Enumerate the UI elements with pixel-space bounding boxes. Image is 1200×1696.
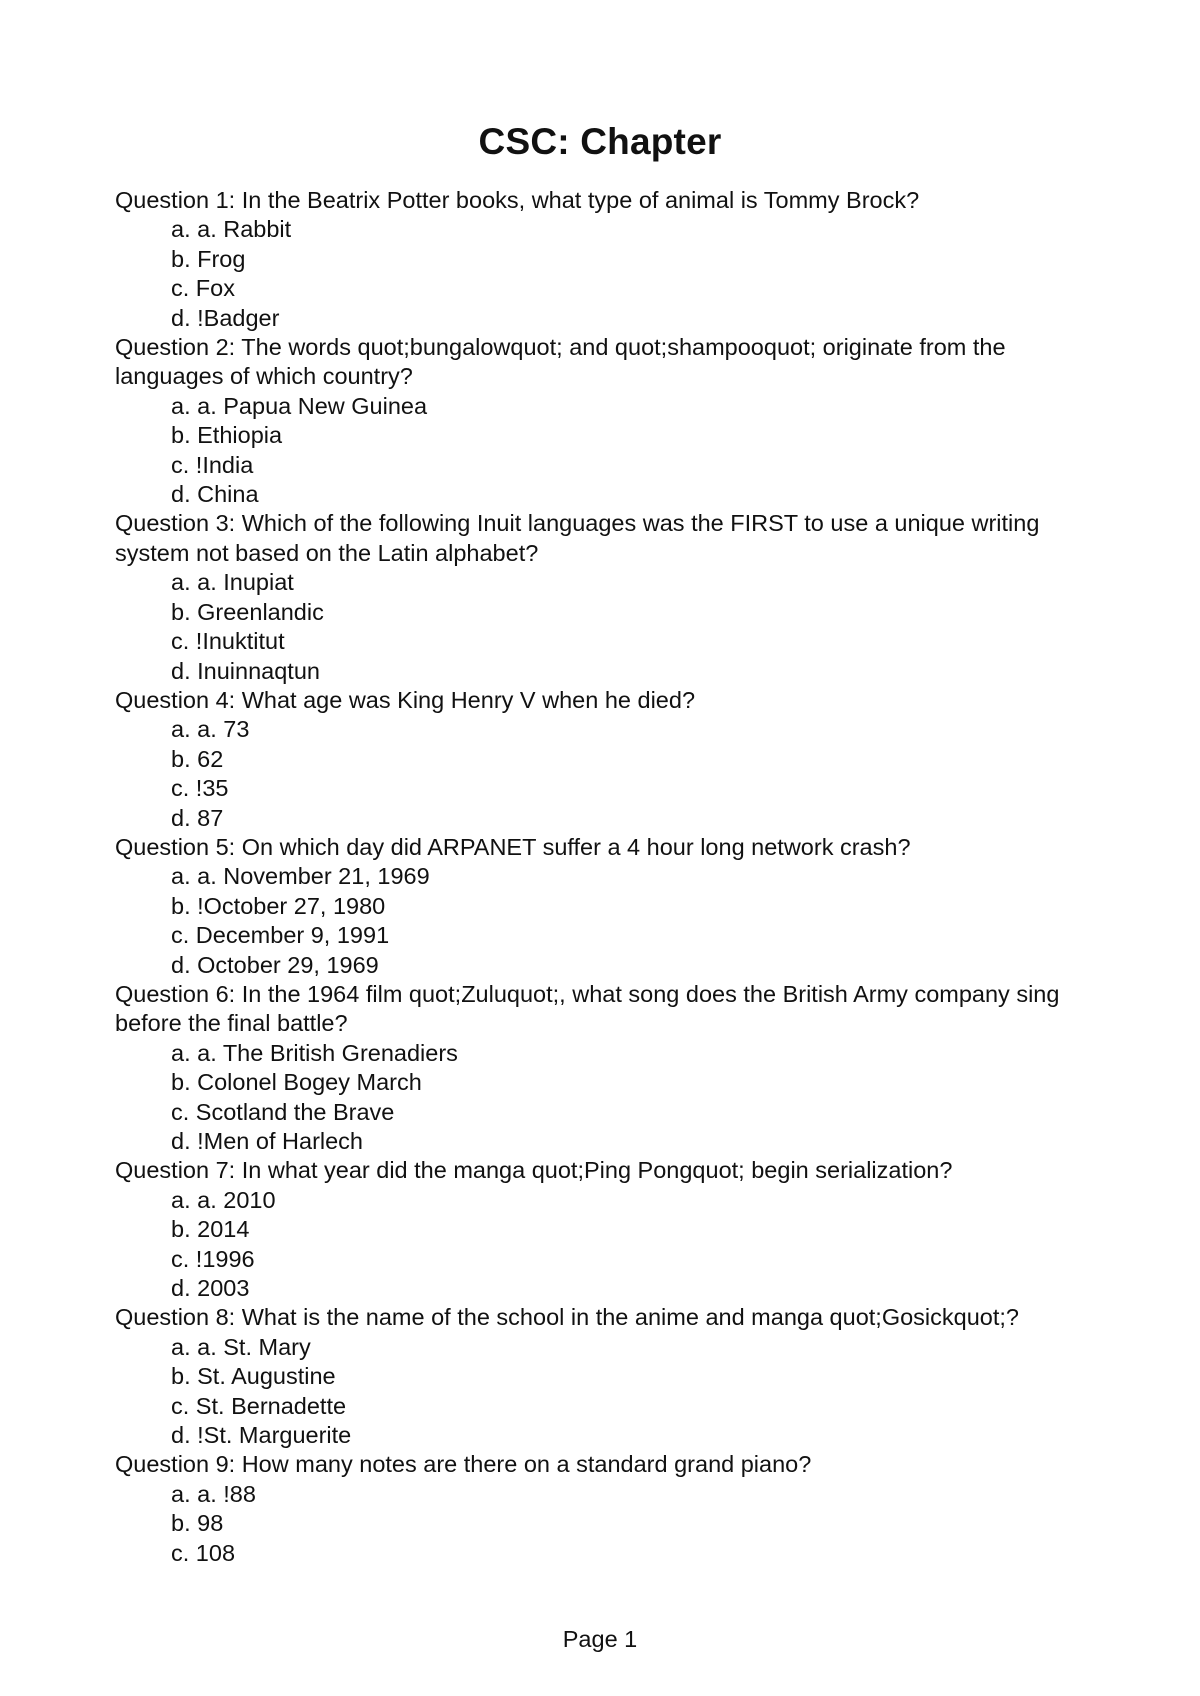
answer-option: d. October 29, 1969 [171,951,379,978]
answer-option: c. !Inuktitut [171,628,285,655]
question-text: Question 7: In what year did the manga quot;Ping Pongquot; begin serialization? [115,1157,953,1184]
question-text: Question 4: What age was King Henry V when he died? [115,686,696,713]
question-item [115,1156,1085,1303]
answer-option: a. a. Inupiat [171,569,294,596]
answer-option: b. Frog [171,245,246,272]
question-text: Question 3: Which of the following Inuit languages was the FIRST to use a unique writing system not based on the Latin alphabet? [115,510,1040,566]
answer-option: a. a. !88 [171,1480,256,1507]
question-text: Question 1: In the Beatrix Potter books, what type of animal is Tommy Brock? [115,187,920,213]
answer-option: c. Scotland the Brave [171,1098,395,1125]
question-item [115,833,1085,980]
answer-option: d. !Badger [171,304,280,331]
answer-option: d. China [171,481,259,508]
question-item [115,333,1085,509]
question-text: Question 8: What is the name of the school in the anime and manga quot;Gosickquot;? [115,1304,1019,1331]
answer-option: b. 62 [171,745,224,772]
question-item [115,686,1085,833]
answer-option: b. St. Augustine [171,1363,336,1390]
answer-option: d. Inuinnaqtun [171,657,320,684]
answer-option: c. St. Bernadette [171,1392,347,1419]
answer-option: d. !St. Marguerite [171,1422,352,1449]
answer-option: b. !October 27, 1980 [171,892,386,919]
answer-options [115,392,1085,510]
answer-option: b. Greenlandic [171,598,324,625]
question-text: Question 2: The words quot;bungalowquot; and quot;shampooquot; originate from the languages of which country? [115,334,1006,390]
question-item [115,509,1085,685]
page-number: Page 1 [562,1626,638,1652]
answer-options [115,568,1085,686]
answer-options [115,1480,1085,1568]
answer-option: d. !Men of Harlech [171,1128,364,1154]
answer-option: c. !India [171,451,254,478]
page-title: CSC: Chapter [478,121,722,162]
question-item [115,1450,1085,1568]
answer-options [115,215,1085,333]
answer-option: b. Ethiopia [171,422,283,449]
answer-option: d. 2003 [171,1275,250,1302]
answer-options [115,715,1085,833]
answer-option: b. 2014 [171,1216,250,1243]
answer-options [115,862,1085,980]
question-item [115,186,1085,333]
answer-option: d. 87 [171,804,224,831]
answer-option: a. a. The British Grenadiers [171,1039,458,1066]
answer-option: a. a. 73 [171,716,250,743]
question-text: Question 9: How many notes are there on a standard grand piano? [115,1451,812,1478]
answer-options [115,1039,1085,1157]
answer-option: b. 98 [171,1510,224,1537]
answer-option: a. a. St. Mary [171,1333,311,1360]
answer-option: c. December 9, 1991 [171,922,390,949]
answer-option: c. 108 [171,1539,236,1566]
question-text: Question 6: In the 1964 film quot;Zuluquot;, what song does the British Army company sing before the final battle? [115,980,1060,1037]
answer-option: a. a. November 21, 1969 [171,863,430,890]
answer-option: b. Colonel Bogey March [171,1069,422,1096]
answer-option: c. Fox [171,275,235,302]
question-item [115,980,1085,1156]
question-item [115,1303,1085,1450]
answer-options [115,1333,1085,1451]
answer-option: a. a. Rabbit [171,216,292,243]
question-text: Question 5: On which day did ARPANET suffer a 4 hour long network crash? [115,833,911,860]
answer-option: c. !1996 [171,1245,255,1272]
answer-option: a. a. Papua New Guinea [171,392,428,419]
question-list [115,186,1085,1568]
answer-options [115,1186,1085,1304]
answer-option: c. !35 [171,775,229,802]
answer-option: a. a. 2010 [171,1186,276,1213]
